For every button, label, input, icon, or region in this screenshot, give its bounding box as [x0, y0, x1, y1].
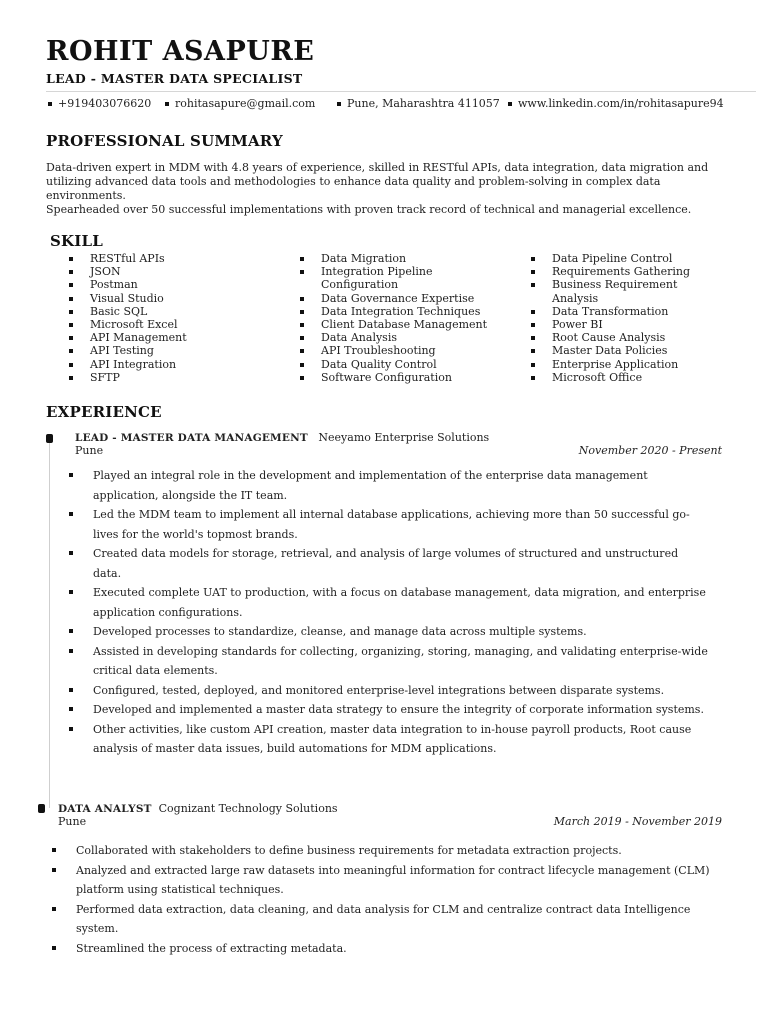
contact-linkedin[interactable] — [508, 97, 724, 110]
skills-list-2 — [300, 252, 500, 384]
skill-item: RESTful APIs — [69, 252, 269, 265]
bullet-icon — [48, 102, 52, 106]
skill-item: Integration Pipeline Configuration — [300, 265, 436, 291]
skill-item: Visual Studio — [69, 292, 269, 305]
job-bullet: Developed and implemented a master data strategy to ensure the integrity of corporate information systems. — [69, 700, 709, 720]
contact-phone — [48, 97, 151, 110]
skill-item: Business Requirement Analysis — [531, 278, 692, 304]
skills-heading: SKILL — [50, 232, 103, 250]
summary-text — [46, 161, 736, 217]
summary-paragraph: Spearheaded over 50 successful implementations with proven track record of technical and managerial excellence. — [46, 203, 692, 216]
skill-item: Data Transformation — [531, 305, 731, 318]
job-bullet: Configured, tested, deployed, and monitored enterprise-level integrations between disparate systems. — [69, 681, 709, 701]
skill-item: Data Migration — [300, 252, 500, 265]
skill-item: Root Cause Analysis — [531, 331, 731, 344]
job-dates: March 2019 - November 2019 — [553, 815, 722, 828]
skill-item: Microsoft Excel — [69, 318, 269, 331]
job-company: Cognizant Technology Solutions — [158, 802, 338, 815]
skill-item: Postman — [69, 278, 269, 291]
job-bullet: Played an integral role in the development and implementation of the enterprise data management application, alongside the IT team. — [69, 466, 709, 505]
job-bullet: Developed processes to standardize, cleanse, and manage data across multiple systems. — [69, 622, 709, 642]
email-text[interactable]: rohitasapure@gmail.com — [175, 97, 316, 110]
skill-item: API Management — [69, 331, 269, 344]
skill-item: Software Configuration — [300, 371, 500, 384]
linkedin-link[interactable]: www.linkedin.com/in/rohitasapure94 — [518, 97, 724, 110]
skill-item: Data Governance Expertise — [300, 292, 500, 305]
skills-list-3 — [531, 252, 731, 384]
bullet-icon — [165, 102, 169, 106]
job-bullet: Performed data extraction, data cleaning, and data analysis for CLM and centralize contract data Intelligence system. — [52, 900, 722, 939]
skill-item: JSON — [69, 265, 269, 278]
skill-item: Enterprise Application — [531, 358, 731, 371]
job-bullet: Created data models for storage, retrieval, and analysis of large volumes of structured and unstructured data. — [69, 544, 709, 583]
job-bullet: Collaborated with stakeholders to define business requirements for metadata extraction projects. — [52, 841, 722, 861]
contact-email[interactable] — [165, 97, 315, 110]
summary-heading: PROFESSIONAL SUMMARY — [46, 132, 283, 150]
skill-item: Data Integration Techniques — [300, 305, 500, 318]
skill-item: Data Analysis — [300, 331, 500, 344]
skill-item: API Testing — [69, 344, 269, 357]
skill-item: Power BI — [531, 318, 731, 331]
candidate-name: ROHIT ASAPURE — [46, 36, 315, 67]
summary-paragraph: Data-driven expert in MDM with 4.8 years of experience, skilled in RESTful APIs, data integration, data migration and utilizing advanced data tools and methodologies to enhance data quality and problem-solving in complex data environments. — [46, 161, 709, 202]
timeline-dot-icon — [46, 434, 53, 443]
job-location: Pune — [58, 815, 87, 828]
phone-text: +919403076620 — [58, 97, 152, 110]
location-text: Pune, Maharashtra 411057 — [347, 97, 500, 110]
job-bullet: Streamlined the process of extracting metadata. — [52, 939, 722, 959]
job-bullets — [69, 466, 709, 759]
job-location: Pune — [75, 444, 104, 457]
header-divider — [46, 91, 756, 92]
skill-item: Basic SQL — [69, 305, 269, 318]
skill-item: Requirements Gathering — [531, 265, 731, 278]
skill-item: API Integration — [69, 358, 269, 371]
job-dates: November 2020 - Present — [578, 444, 722, 457]
job-bullet: Assisted in developing standards for collecting, organizing, storing, managing, and validating enterprise-wide critical data elements. — [69, 642, 709, 681]
job-bullet: Executed complete UAT to production, with a focus on database management, data migration, and enterprise application configurations. — [69, 583, 709, 622]
skill-item: API Troubleshooting — [300, 344, 500, 357]
candidate-headline: LEAD - MASTER DATA SPECIALIST — [46, 71, 303, 86]
contact-location — [337, 97, 500, 110]
job-heading — [58, 802, 338, 815]
skills-list-1 — [69, 252, 269, 384]
job-company: Neeyamo Enterprise Solutions — [318, 431, 490, 444]
skill-item: Master Data Policies — [531, 344, 731, 357]
skill-item: Microsoft Office — [531, 371, 731, 384]
job-title: DATA ANALYST — [58, 803, 152, 815]
bullet-icon — [508, 102, 512, 106]
skill-item: Client Database Management — [300, 318, 500, 331]
job-heading — [75, 431, 489, 444]
skill-item: Data Pipeline Control — [531, 252, 731, 265]
experience-heading: EXPERIENCE — [46, 403, 162, 421]
skill-item: SFTP — [69, 371, 269, 384]
job-title: LEAD - MASTER DATA MANAGEMENT — [75, 432, 308, 444]
bullet-icon — [337, 102, 341, 106]
skill-item: Data Quality Control — [300, 358, 500, 371]
job-bullet: Other activities, like custom API creation, master data integration to in-house payroll products, Root cause analysis of master data issues, build automations for MDM applications. — [69, 720, 709, 759]
timeline-line — [49, 436, 50, 808]
job-bullet: Led the MDM team to implement all internal database applications, achieving more than 50 successful go-lives for the world's topmost brands. — [69, 505, 709, 544]
timeline-dot-icon — [38, 804, 45, 813]
job-bullets — [52, 841, 722, 958]
job-bullet: Analyzed and extracted large raw datasets into meaningful information for contract lifecycle management (CLM) platform using statistical techniques. — [52, 861, 722, 900]
